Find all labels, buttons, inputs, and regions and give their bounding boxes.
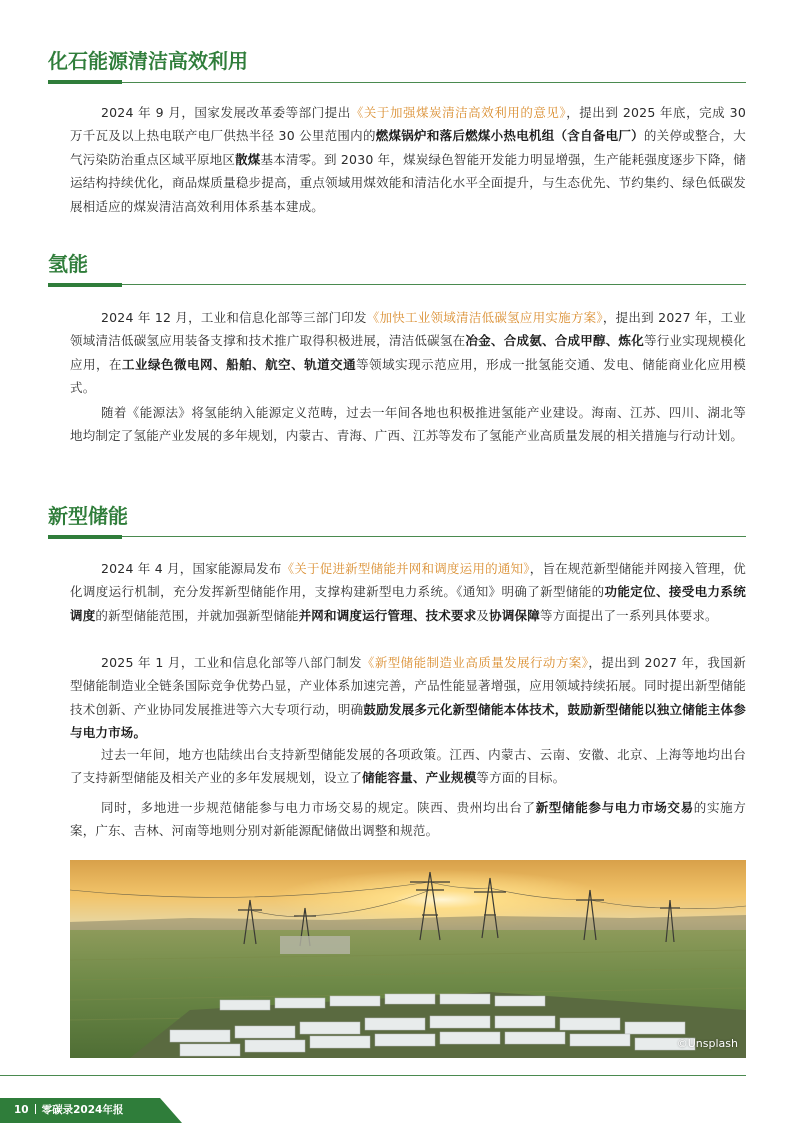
document-title: 《加快工业领域清洁低碳氢应用实施方案》 (366, 310, 603, 325)
paragraph-hydrogen-2 (70, 401, 746, 448)
section-title-rule (48, 82, 746, 83)
text-run: 的关停或整合，大气污染防治重点区域平原地区 (70, 128, 746, 167)
footer-separator (35, 1104, 36, 1114)
footer (14, 1102, 123, 1117)
section-title-rule (48, 284, 746, 285)
paragraph-storage-3 (70, 743, 746, 790)
section-title-accent (48, 283, 122, 287)
emphasis-text: 并网和调度运行管理、技术要求 (298, 607, 477, 623)
section-title-fossil-energy: 化石能源清洁高效利用 (48, 49, 248, 73)
paragraph-storage-4 (70, 796, 746, 843)
text-run: 过去一年间，地方也陆续出台支持新型储能发展的各项政策。江西、内蒙古、云南、安徽、北京、上海等地均出台了支持新型储能及相关产业的多年发展规划，设立了 (70, 747, 746, 786)
text-run: 基本清零。到 2030 年，煤炭绿色智能开发能力明显增强，生产能耗强度逐步下降，储运结构持续优化，商品煤质量稳步提高，重点领域用煤效能和清洁化水平全面提升，与生态优先、节约集约、绿色低碳发展相适应的煤炭清洁高效利用体系基本建成。 (70, 151, 746, 214)
text-run: 同时，多地进一步规范储能参与电力市场交易的规定。陕西、贵州均出台了 (101, 800, 536, 815)
photo-illustration (70, 860, 746, 1058)
emphasis-text: 燃煤锅炉和落后燃煤小热电机组（含自备电厂） (375, 128, 644, 144)
emphasis-text: 储能容量、产业规模 (362, 770, 477, 786)
page-number: 10 (14, 1104, 29, 1116)
emphasis-text: 协调保障 (489, 607, 540, 623)
text-run: 2024 年 9 月，国家发展改革委等部门提出 (101, 105, 351, 120)
section-title-energy-storage: 新型储能 (48, 504, 128, 528)
paragraph-hydrogen-1 (70, 306, 746, 400)
section-title-hydrogen: 氢能 (48, 252, 88, 276)
text-run: 2024 年 4 月，国家能源局发布 (101, 561, 282, 576)
emphasis-text: 工业绿色微电网、船舶、航空、轨道交通 (122, 356, 357, 372)
paragraph-storage-2 (70, 651, 746, 745)
document-title: 《关于加强煤炭清洁高效利用的意见》 (350, 105, 567, 120)
text-run: ，提出到 2027 年，我国新型储能制造业全链条国际竞争优势凸显，产业体系加速完善，产品性能显著增强，应用领域持续拓展。同时提出新型储能技术创新、产业协同发展推进等六大专项行动，明确 (70, 655, 746, 717)
text-run: ，提出到 2025 年底，完成 30 万千瓦及以上热电联产电厂供热半径 30 公里范围内的 (70, 105, 746, 144)
text-run: 等方面提出了一系列具体要求。 (539, 607, 718, 623)
emphasis-text: 冶金、合成氨、合成甲醇、炼化 (465, 333, 644, 349)
text-run: 的新型储能范围，并就加强新型储能 (95, 607, 299, 623)
emphasis-text: 新型储能参与电力市场交易 (535, 800, 694, 815)
text-run: 及 (476, 607, 490, 623)
document-title: 《关于促进新型储能并网和调度运用的通知》 (281, 561, 530, 576)
text-run: ，提出到 2027 年，工业领域清洁低碳氢应用装备支撑和技术推广取得积极进展，清洁低碳氢在 (70, 310, 746, 349)
text-run: 等方面的目标。 (476, 770, 566, 786)
emphasis-text: 功能定位、接受电力系统调度 (70, 584, 747, 623)
energy-storage-photo (70, 860, 746, 1058)
publication-name: 零碳录2024年报 (41, 1104, 124, 1116)
text-run: 2024 年 12 月，工业和信息化部等三部门印发 (101, 310, 367, 325)
paragraph-storage-1 (70, 557, 746, 627)
text-run: 2025 年 1 月，工业和信息化部等八部门制发 (101, 655, 362, 670)
section-title-accent (48, 80, 122, 84)
emphasis-text: 鼓励发展多元化新型储能本体技术，鼓励新型储能以独立储能主体参与电力市场。 (70, 701, 746, 741)
photo-credit: ©Unsplash (676, 1037, 738, 1050)
emphasis-text: 散煤 (235, 151, 261, 167)
text-run: 等领域实现示范应用，形成一批氢能交通、发电、储能商业化应用模式。 (70, 356, 746, 396)
section-title-rule (48, 536, 746, 537)
text-run: ，旨在规范新型储能并网接入管理，优化调度运行机制，充分发挥新型储能作用，支撑构建新型电力系统。《通知》明确了新型储能的 (70, 561, 746, 600)
footer-rule (0, 1075, 746, 1076)
document-title: 《新型储能制造业高质量发展行动方案》 (361, 655, 589, 670)
paragraph-fossil-1 (70, 101, 746, 218)
section-title-accent (48, 535, 122, 539)
text-run: 等行业实现规模化应用，在 (70, 333, 746, 372)
text-run: 随着《能源法》将氢能纳入能源定义范畴，过去一年间各地也积极推进氢能产业建设。海南、江苏、四川、湖北等地均制定了氢能产业发展的多年规划，内蒙古、青海、广西、江苏等发布了氢能产业高质量发展的相关措施与行动计划。 (70, 405, 746, 444)
text-run: 的实施方案，广东、吉林、河南等地则分别对新能源配储做出调整和规范。 (70, 800, 746, 839)
